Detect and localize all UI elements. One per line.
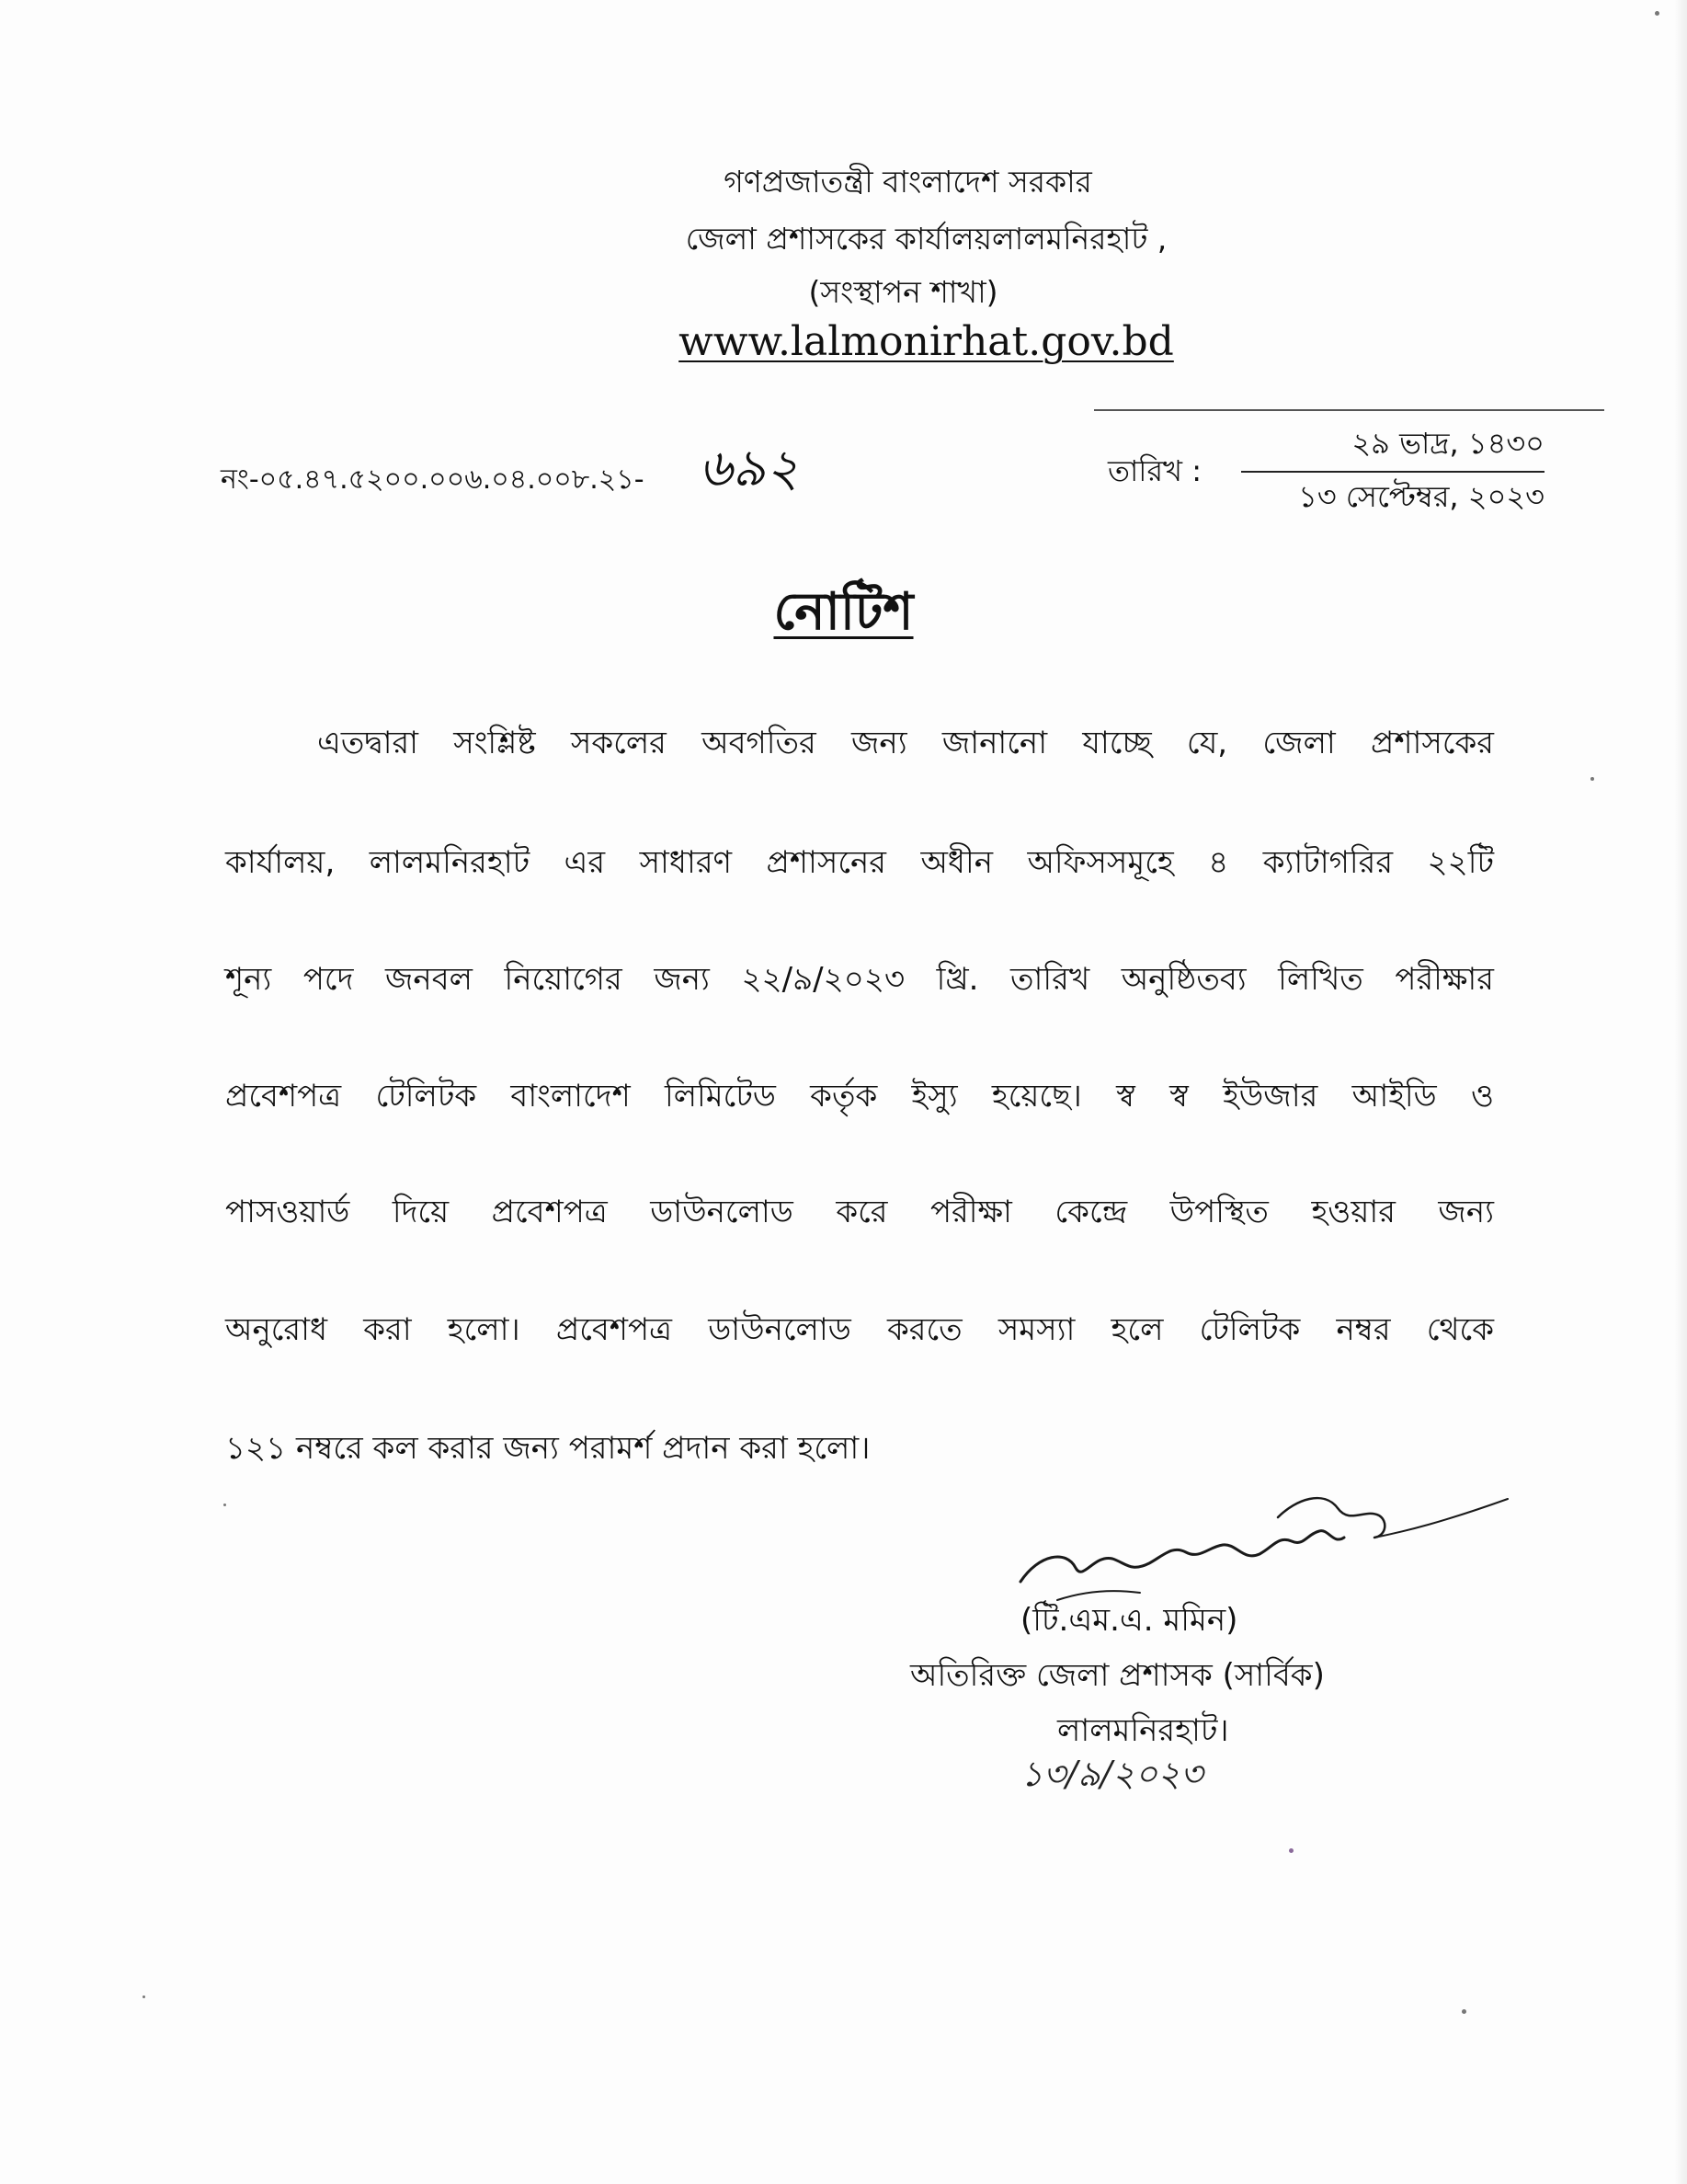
header-government: গণপ্রজাতন্ত্রী বাংলাদেশ সরকার — [724, 164, 1092, 200]
notice-body-line: পাসওয়ার্ড দিয়ে প্রবেশপত্র ডাউনলোড করে পরীক্ষা কেন্দ্রে উপস্থিত হওয়ার জন্য — [225, 1194, 1494, 1230]
header-office: জেলা প্রশাসকের কার্যালয়লালমনিরহাট , — [685, 221, 1168, 257]
notice-title: নোটিশ — [773, 582, 914, 642]
notice-title-container — [0, 579, 1687, 646]
scan-speck — [223, 1504, 226, 1506]
signatory-designation: অতিরিক্ত জেলা প্রশাসক (সার্বিক) — [910, 1657, 1325, 1694]
header-branch: (সংস্থাপন শাখা) — [808, 274, 998, 310]
scan-speck — [1289, 1848, 1294, 1853]
notice-body-line: প্রবেশপত্র টেলিটক বাংলাদেশ লিমিটেড কর্তৃক ইস্যু হয়েছে। স্ব স্ব ইউজার আইডি ও — [225, 1078, 1494, 1115]
signatory-handwritten-date: ১৩/৯/২০২৩ — [1020, 1754, 1203, 1794]
scan-speck — [1590, 777, 1594, 781]
header-website-container — [83, 316, 1687, 368]
date-bangla: ২৯ ভাদ্র, ১৪৩০ — [1351, 426, 1545, 461]
notice-body-line: এতদ্বারা সংশ্লিষ্ট সকলের অবগতির জন্য জানানো যাচ্ছে যে, জেলা প্রশাসকের — [317, 725, 1494, 761]
signatory-place: লালমনিরহাট। — [1057, 1712, 1229, 1749]
header-website-link[interactable]: www.lalmonirhat.gov.bd — [678, 318, 1174, 365]
memo-handwritten-serial: ৬৯২ — [699, 439, 800, 498]
notice-body-line: কার্যালয়, লালমনিরহাট এর সাধারণ প্রশাসনের অধীন অফিসসমূহে ৪ ক্যাটাগরির ২২টি — [225, 844, 1494, 881]
date-divider — [1241, 471, 1545, 473]
date-english: ১৩ সেপ্টেম্বর, ২০২৩ — [1298, 479, 1545, 514]
date-label: তারিখ : — [1108, 453, 1203, 488]
notice-body-line: অনুরোধ করা হলো। প্রবেশপত্র ডাউনলোড করতে সমস্যা হলে টেলিটক নম্বর থেকে — [225, 1311, 1494, 1348]
scan-speck — [142, 1995, 145, 1998]
signature-image — [1002, 1481, 1517, 1609]
memo-number: নং-০৫.৪৭.৫২০০.০০৬.০৪.০০৮.২১- — [221, 463, 644, 496]
scan-speck — [1462, 2009, 1466, 2014]
notice-body-line: শূন্য পদে জনবল নিয়োগের জন্য ২২/৯/২০২৩ খ্রি. তারিখ অনুষ্ঠিতব্য লিখিত পরীক্ষার — [225, 961, 1494, 998]
signatory-name: (টি.এম.এ. মমিন) — [1020, 1602, 1238, 1639]
scan-speck — [1655, 11, 1659, 16]
notice-body-line: ১২১ নম্বরে কল করার জন্য পরামর্শ প্রদান করা হলো। — [225, 1430, 871, 1467]
top-divider — [1094, 409, 1604, 411]
